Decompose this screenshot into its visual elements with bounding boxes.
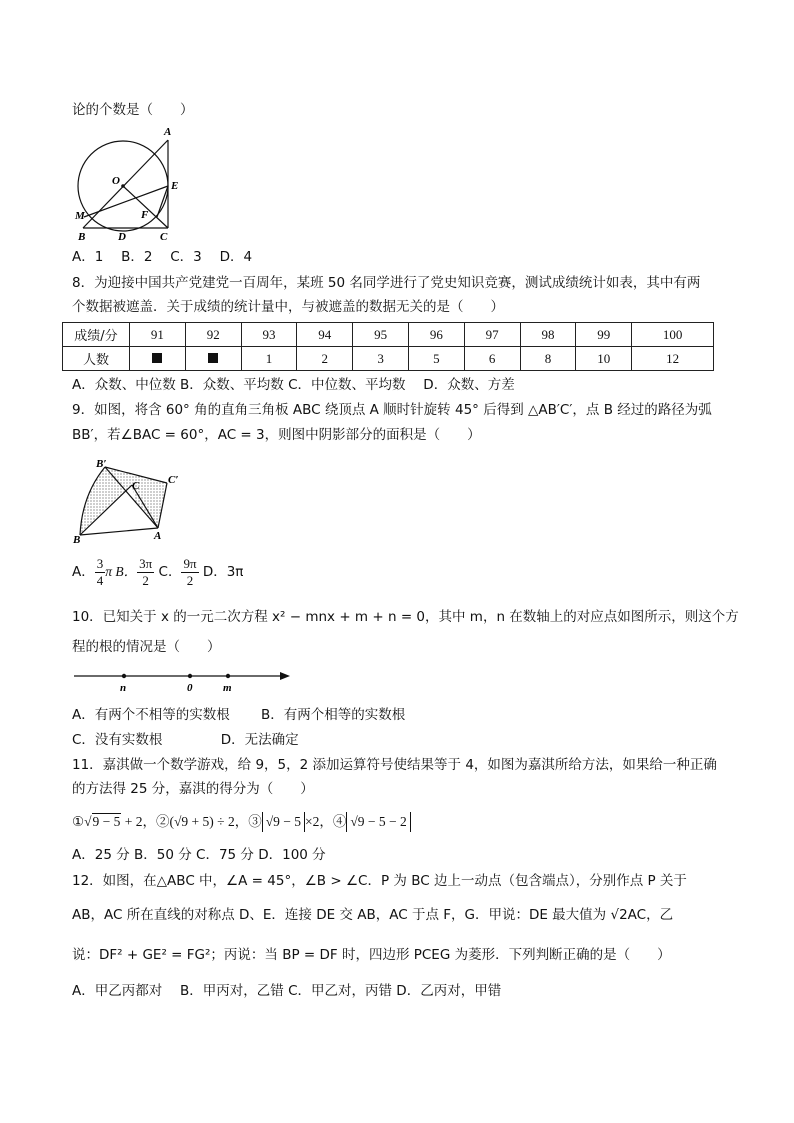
covered-square-icon: [152, 353, 162, 363]
covered-cell: [185, 347, 241, 371]
q7-label-e: E: [171, 180, 179, 192]
count-cell: 12: [632, 347, 714, 371]
q11-m1-radicand: 9 − 5: [92, 814, 121, 829]
q12-line2: AB，AC 所在直线的对称点 D、E．连接 DE 交 AB，AC 于点 F，G．甲说：DE 最大值为 √2AC，乙: [72, 907, 674, 923]
q10-options-cd: C．没有实数根 D．无法确定: [72, 732, 299, 748]
q11-line1: 11．嘉淇做一个数学游戏，给 9，5，2 添加运算符号使结果等于 4，如图为嘉淇所给方法，如果给一种正确: [72, 757, 717, 773]
table-row: [63, 347, 714, 371]
score-cell: 95: [353, 323, 409, 347]
q8-line2: 个数据被遮盖．关于成绩的统计量中，与被遮盖的数据无关的是（ ）: [72, 299, 504, 315]
q9-frac-c: [181, 556, 198, 589]
q7-options: A．1 B．2 C．3 D．4: [72, 249, 253, 265]
count-cell: 2: [297, 347, 353, 371]
q9-opt-d: D．3π: [202, 564, 244, 580]
q10-label-m: m: [223, 682, 232, 694]
q9-line1: 9．如图，将含 60° 角的直角三角板 ABC 绕顶点 A 顺时针旋转 45° 后得到 △AB′C′，点 B 经过的路径为弧: [72, 402, 712, 418]
count-cell: 1: [241, 347, 297, 371]
count-cell: 5: [408, 347, 464, 371]
q9-frac-a-den: 4: [96, 572, 104, 588]
q8-options: A．众数、中位数 B．众数、平均数 C．中位数、平均数 D．众数、方差: [72, 377, 515, 393]
q9-opt-c: C．: [158, 564, 182, 580]
q7-figure: [72, 122, 187, 244]
q11-m1-pre: ①: [72, 814, 85, 829]
score-cell: 94: [297, 323, 353, 347]
q10-options-ab: A．有两个不相等的实数根 B．有两个相等的实数根: [72, 707, 406, 723]
q7-label-c: C: [160, 231, 168, 243]
q11-m4-abs: √9 − 5 − 2: [346, 812, 410, 832]
q10-label-n: n: [120, 682, 127, 694]
count-cell: 10: [576, 347, 632, 371]
q9-label-b: B: [73, 534, 81, 545]
count-cell: 6: [464, 347, 520, 371]
q8-line1: 8．为迎接中国共产党建党一百周年，某班 50 名同学进行了党史知识竞赛，测试成绩统计如表，其中有两: [72, 275, 701, 291]
q11-line2: 的方法得 25 分，嘉淇的得分为（ ）: [72, 781, 314, 797]
q11-methods: ①√9 − 5 + 2，②(√9 + 5) ÷ 2，③ √9 − 5 ×2，④ √9 − 5 − 2: [72, 811, 411, 833]
q7-tail: 论的个数是（ ）: [72, 102, 194, 118]
score-cell: 99: [576, 323, 632, 347]
q9-frac-c-den: 2: [186, 572, 194, 588]
q7-label-m: M: [75, 210, 85, 222]
score-cell: 96: [408, 323, 464, 347]
score-cell: 97: [464, 323, 520, 347]
score-cell: 92: [185, 323, 241, 347]
q7-label-f: F: [141, 209, 149, 221]
row-label-cell: 人数: [63, 347, 130, 371]
q11-m3-abs: √9 − 5: [262, 812, 305, 832]
q10-number-line: [72, 666, 294, 694]
q8-score-table: [62, 322, 714, 371]
q11-m2: ②(√9 + 5) ÷ 2，③: [156, 814, 262, 829]
q11-m3-post: ×2，④: [305, 814, 347, 829]
covered-square-icon: [208, 353, 218, 363]
q9-options: [72, 555, 243, 589]
table-row: [63, 323, 714, 347]
q7-label-d: D: [118, 231, 126, 243]
q9-frac-b: [137, 556, 154, 589]
q12-line3: 说：DF² + GE² = FG²；丙说：当 BP = DF 时，四边形 PCEG 为菱形．下列判断正确的是（ ）: [72, 947, 671, 963]
q12-options: A．甲乙丙都对 B．甲丙对，乙错 C．甲乙对，丙错 D．乙丙对，甲错: [72, 983, 502, 999]
q9-frac-a-num: 3: [96, 555, 104, 571]
q12-line1: 12．如图，在△ABC 中，∠A = 45°，∠B > ∠C．P 为 BC 边上一动点（包含端点），分别作点 P 关于: [72, 873, 687, 889]
q9-frac-c-num: 9π: [183, 555, 197, 571]
q9-opt-a-tail: π B．: [105, 564, 138, 579]
count-cell: 8: [520, 347, 576, 371]
q7-label-b: B: [78, 231, 86, 243]
header-label-cell: 成绩/分: [63, 323, 130, 347]
q11-options: A．25 分 B．50 分 C．75 分 D．100 分: [72, 847, 326, 863]
q9-label-c1: C′: [168, 474, 179, 486]
q9-label-a: A: [154, 530, 162, 542]
score-cell: 91: [130, 323, 186, 347]
q7-label-o: O: [112, 175, 120, 187]
q7-label-a: A: [164, 126, 172, 138]
count-cell: 3: [353, 347, 409, 371]
q9-frac-b-num: 3π: [139, 555, 153, 571]
q9-label-b1: B′: [96, 458, 107, 470]
score-cell: 98: [520, 323, 576, 347]
score-cell: 100: [632, 323, 714, 347]
q10-line1: 10．已知关于 x 的一元二次方程 x² − mnx + m + n = 0，其中 m，n 在数轴上的对应点如图所示，则这个方: [72, 609, 739, 625]
score-cell: 93: [241, 323, 297, 347]
q11-m1-post: + 2，: [121, 814, 157, 829]
q9-label-c: C: [132, 480, 140, 492]
q9-figure: [72, 455, 184, 545]
covered-cell: [130, 347, 186, 371]
q9-frac-b-den: 2: [142, 572, 149, 588]
q9-frac-a: [95, 556, 106, 589]
q9-line2: BB′，若∠BAC = 60°，AC = 3，则图中阴影部分的面积是（ ）: [72, 427, 481, 443]
q10-label-zero: 0: [187, 682, 193, 694]
q9-opt-a: A．: [72, 564, 95, 580]
q10-line2: 程的根的情况是（ ）: [72, 639, 221, 655]
